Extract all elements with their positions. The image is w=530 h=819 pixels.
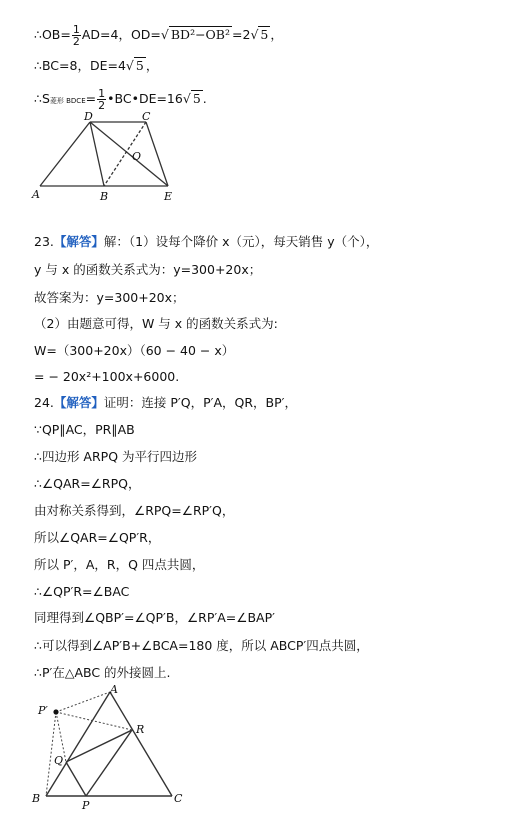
q24-line6: 所以∠QAR=∠QP′R， (34, 530, 161, 545)
sqrt-body: 5 (192, 91, 201, 106)
label-a: A (110, 684, 118, 696)
q24-line2: ∵QP∥AC，PR∥AB (34, 422, 135, 437)
q23-line3: 故答案为：y=300+20x； (34, 290, 185, 305)
sqrt-body: 5 (260, 27, 269, 42)
numerator: 1 (72, 23, 80, 36)
point-p-prime (53, 709, 58, 714)
q24-line1 (34, 395, 297, 411)
numerator: 1 (98, 87, 106, 100)
text: ∴S (34, 91, 50, 106)
label-e: E (164, 190, 173, 203)
sqrt-body: BD²−OB² (170, 27, 230, 42)
q23-line1 (34, 234, 378, 250)
text: . (202, 91, 207, 106)
segment-ad (40, 122, 90, 186)
denominator: 2 (98, 99, 106, 112)
q24-line9: 同理得到∠QBP′=∠QP′B，∠RP′A=∠BAP′ (34, 610, 275, 625)
label-r: R (136, 723, 145, 736)
subscript: 菱形 BDCE (49, 97, 86, 105)
segment-ac (110, 692, 172, 796)
sqrt-symbol: √ (160, 27, 169, 42)
label-d: D (84, 112, 93, 123)
q23-line2: y 与 x 的函数关系式为：y=300+20x； (34, 262, 262, 277)
label-b: B (32, 792, 41, 805)
text: ， (145, 58, 159, 73)
sqrt-symbol: √ (125, 58, 134, 73)
sqrt-symbol: √ (250, 27, 259, 42)
segment-pr (86, 730, 132, 796)
text: 解：（1）设每个降价 x（元），每天销售 y（个）， (103, 234, 379, 249)
q24-line3: ∴四边形 ARPQ 为平行四边形 (34, 449, 198, 464)
segment-ab (46, 692, 110, 796)
triangle-figure (30, 684, 200, 810)
text: AD=4，OD= (81, 27, 161, 42)
question-number: 24. (34, 395, 54, 410)
segment-p-prime-a (56, 692, 110, 712)
q23-line5: W=（300+20x）（60 − 40 − x） (34, 343, 235, 358)
text: = (85, 91, 97, 106)
text: ∴BC=8，DE=4 (34, 58, 126, 73)
label-p-prime: P′ (38, 704, 48, 717)
fraction (72, 24, 81, 47)
label-c: C (174, 792, 183, 805)
denominator: 2 (72, 35, 80, 48)
answer-tag: 【解答】 (53, 395, 104, 410)
sqrt-body: 5 (135, 58, 144, 73)
ob-od-line (34, 24, 283, 47)
q23-line6: = − 20x²+100x+6000. (34, 369, 180, 384)
segment-qp (66, 762, 86, 796)
rhombus-figure (28, 112, 188, 204)
q24-line11: ∴P′在△ABC 的外接圆上. (34, 665, 171, 680)
area-line (34, 88, 207, 111)
label-b: B (100, 190, 109, 203)
q24-line4: ∴∠QAR=∠RPQ， (34, 476, 141, 491)
q24-line8: ∴∠QP′R=∠BAC (34, 584, 130, 599)
label-p: P (82, 799, 90, 810)
text: =2 (232, 27, 251, 42)
bc-de-line (34, 58, 158, 74)
label-c: C (142, 112, 151, 123)
fraction (97, 88, 106, 111)
text: ∴OB= (34, 27, 71, 42)
q24-line7: 所以 P′，A，R，Q 四点共圆， (34, 557, 205, 572)
text: 证明：连接 P′Q，P′A，QR，BP′， (103, 395, 297, 410)
text: •BC•DE=16 (107, 91, 183, 106)
q24-line5: 由对称关系得到，∠RPQ=∠RP′Q， (34, 503, 235, 518)
segment-qr (66, 730, 132, 762)
q23-line4: （2）由题意可得，W 与 x 的函数关系式为: (34, 316, 278, 331)
q24-line10: ∴可以得到∠AP′B+∠BCA=180 度，所以 ABCP′四点共圆， (34, 638, 369, 653)
label-o: O (132, 150, 142, 163)
answer-tag: 【解答】 (53, 234, 104, 249)
label-a: A (32, 188, 40, 201)
segment-p-prime-r (56, 712, 132, 730)
text: ， (270, 27, 283, 42)
label-q: Q (54, 754, 64, 767)
question-number: 23. (34, 234, 54, 249)
sqrt-symbol: √ (182, 91, 191, 106)
